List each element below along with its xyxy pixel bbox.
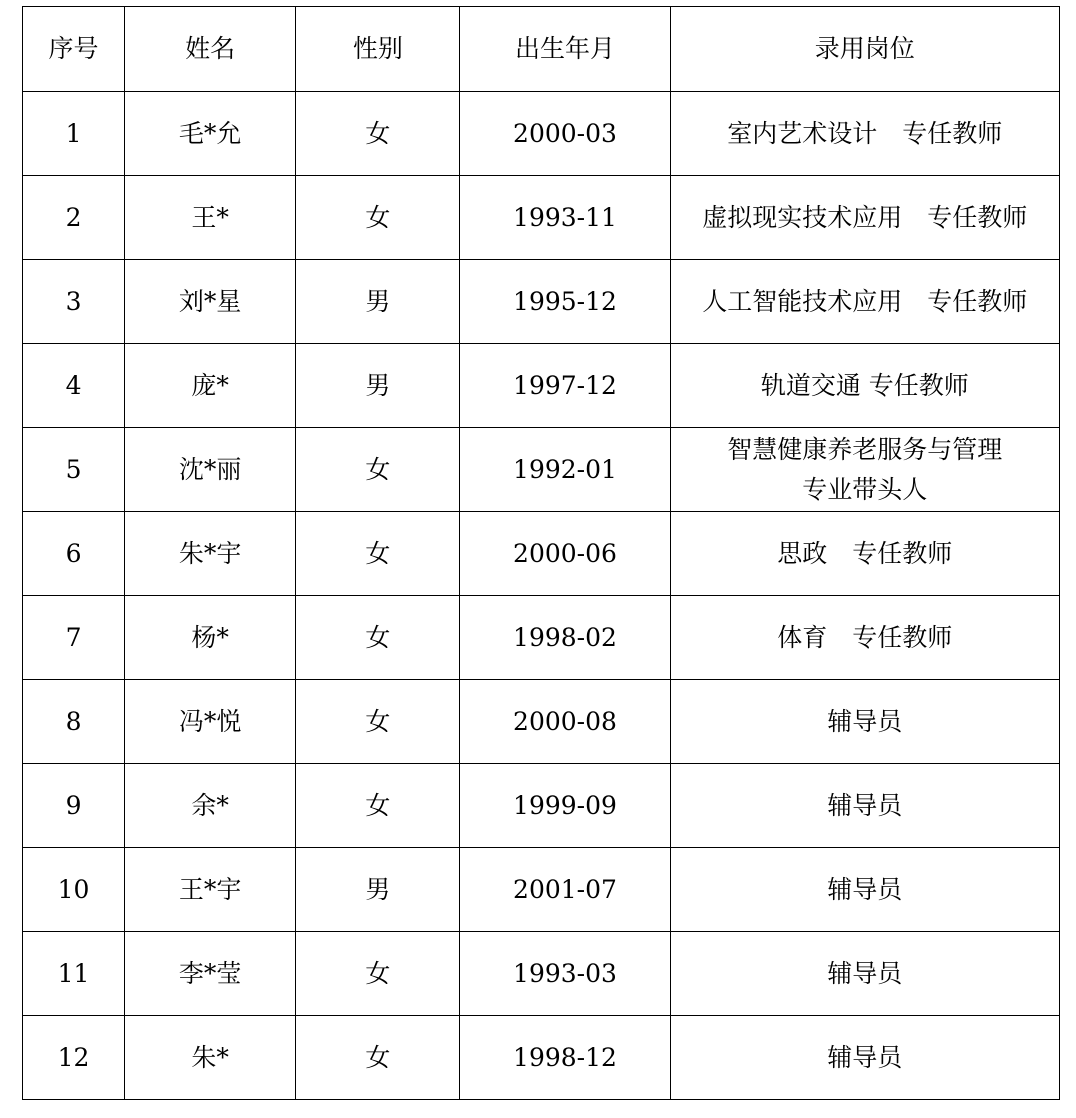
cell-gender: 女 <box>296 764 460 848</box>
cell-birth: 1998-12 <box>460 1016 670 1100</box>
cell-name: 朱*宇 <box>125 512 296 596</box>
header-post: 录用岗位 <box>670 7 1059 92</box>
cell-gender: 男 <box>296 848 460 932</box>
cell-gender: 男 <box>296 260 460 344</box>
header-gender: 性别 <box>296 7 460 92</box>
cell-name: 王* <box>125 176 296 260</box>
cell-name: 毛*允 <box>125 92 296 176</box>
cell-seq: 6 <box>23 512 125 596</box>
hiring-roster-table <box>22 6 1060 1100</box>
cell-birth: 2001-07 <box>460 848 670 932</box>
table-row <box>23 512 1060 596</box>
cell-post: 辅导员 <box>670 1016 1059 1100</box>
cell-seq: 3 <box>23 260 125 344</box>
table-row <box>23 764 1060 848</box>
cell-birth: 1995-12 <box>460 260 670 344</box>
cell-gender: 女 <box>296 1016 460 1100</box>
cell-birth: 2000-06 <box>460 512 670 596</box>
table-header-row <box>23 7 1060 92</box>
cell-name: 刘*星 <box>125 260 296 344</box>
cell-post: 辅导员 <box>670 764 1059 848</box>
cell-name: 庞* <box>125 344 296 428</box>
cell-seq: 5 <box>23 428 125 512</box>
table-row <box>23 176 1060 260</box>
header-birth: 出生年月 <box>460 7 670 92</box>
cell-gender: 女 <box>296 176 460 260</box>
cell-seq: 1 <box>23 92 125 176</box>
header-name: 姓名 <box>125 7 296 92</box>
cell-name: 朱* <box>125 1016 296 1100</box>
cell-seq: 10 <box>23 848 125 932</box>
cell-birth: 1999-09 <box>460 764 670 848</box>
table-row <box>23 344 1060 428</box>
cell-seq: 2 <box>23 176 125 260</box>
table-row <box>23 1016 1060 1100</box>
cell-birth: 1997-12 <box>460 344 670 428</box>
cell-birth: 1993-11 <box>460 176 670 260</box>
cell-seq: 4 <box>23 344 125 428</box>
cell-gender: 男 <box>296 344 460 428</box>
cell-birth: 1993-03 <box>460 932 670 1016</box>
cell-name: 王*宇 <box>125 848 296 932</box>
cell-seq: 9 <box>23 764 125 848</box>
cell-post: 辅导员 <box>670 932 1059 1016</box>
cell-name: 余* <box>125 764 296 848</box>
cell-seq: 8 <box>23 680 125 764</box>
cell-name: 沈*丽 <box>125 428 296 512</box>
cell-gender: 女 <box>296 596 460 680</box>
cell-seq: 7 <box>23 596 125 680</box>
header-seq: 序号 <box>23 7 125 92</box>
cell-post: 智慧健康养老服务与管理 专业带头人 <box>670 428 1059 512</box>
table-row <box>23 596 1060 680</box>
cell-seq: 12 <box>23 1016 125 1100</box>
cell-seq: 11 <box>23 932 125 1016</box>
cell-gender: 女 <box>296 932 460 1016</box>
table-row <box>23 848 1060 932</box>
cell-birth: 2000-08 <box>460 680 670 764</box>
cell-birth: 1992-01 <box>460 428 670 512</box>
cell-post: 轨道交通 专任教师 <box>670 344 1059 428</box>
cell-post: 室内艺术设计 专任教师 <box>670 92 1059 176</box>
cell-post: 虚拟现实技术应用 专任教师 <box>670 176 1059 260</box>
table-row <box>23 92 1060 176</box>
cell-name: 李*莹 <box>125 932 296 1016</box>
cell-post: 思政 专任教师 <box>670 512 1059 596</box>
table-row <box>23 428 1060 512</box>
table-row <box>23 260 1060 344</box>
cell-name: 冯*悦 <box>125 680 296 764</box>
cell-name: 杨* <box>125 596 296 680</box>
cell-post: 辅导员 <box>670 680 1059 764</box>
cell-post: 辅导员 <box>670 848 1059 932</box>
cell-gender: 女 <box>296 512 460 596</box>
cell-post: 人工智能技术应用 专任教师 <box>670 260 1059 344</box>
cell-gender: 女 <box>296 428 460 512</box>
cell-birth: 1998-02 <box>460 596 670 680</box>
cell-gender: 女 <box>296 680 460 764</box>
cell-post: 体育 专任教师 <box>670 596 1059 680</box>
cell-birth: 2000-03 <box>460 92 670 176</box>
table-row <box>23 680 1060 764</box>
cell-gender: 女 <box>296 92 460 176</box>
table-row <box>23 932 1060 1016</box>
